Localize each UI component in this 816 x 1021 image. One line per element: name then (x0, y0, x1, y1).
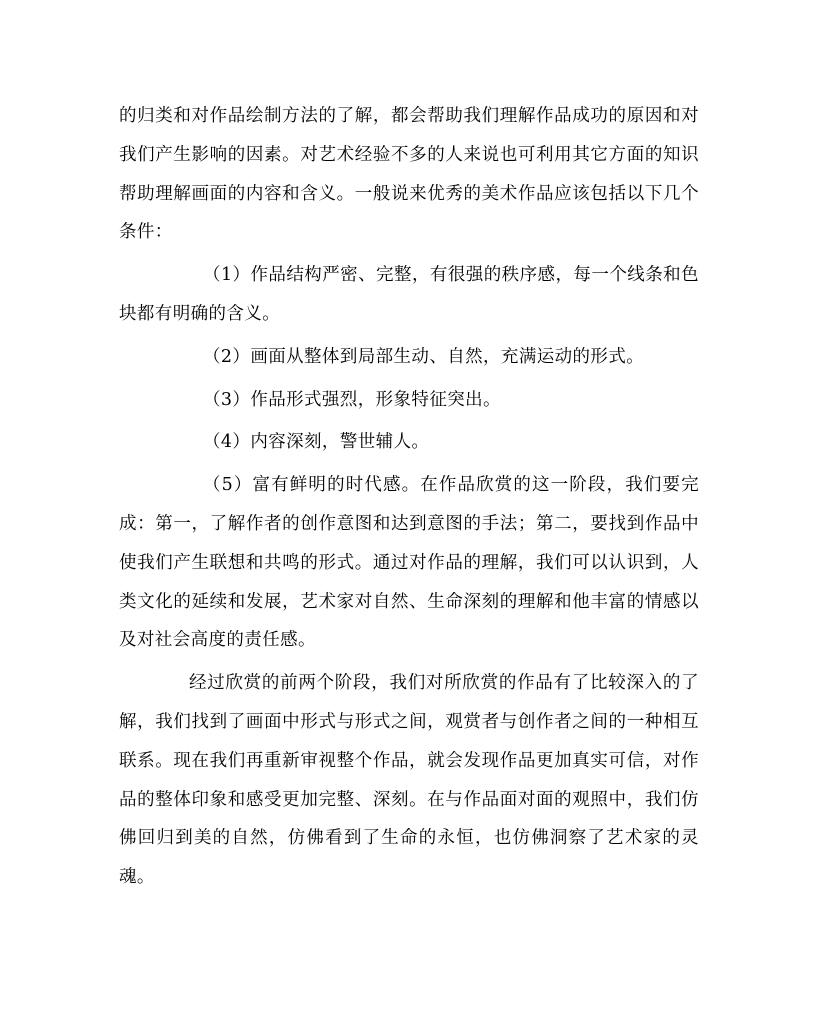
list-item-1: （1）作品结构严密、完整，有很强的秩序感，每一个线条和色块都有明确的含义。 (119, 265, 699, 324)
paragraph-intro: 的归类和对作品绘制方法的了解，都会帮助我们理解作品成功的原因和对我们产生影响的因素。对艺术经验不多的人来说也可利用其它方面的知识帮助理解画面的内容和含义。一般说来优秀的美术作品应该包括以下几个条件： (119, 106, 699, 243)
list-item-3: （3）作品形式强烈，形象特征突出。 (203, 389, 501, 410)
paragraph-conclusion: 经过欣赏的前两个阶段，我们对所欣赏的作品有了比较深入的了解，我们找到了画面中形式与形式之间，观赏者与创作者之间的一种相互联系。现在我们再重新审视整个作品，就会发现作品更加真实可信，对作品的整体印象和感受更加完整、深刻。在与作品面对面的观照中，我们仿佛回归到美的自然，仿佛看到了生命的永恒，也仿佛洞察了艺术家的灵魂。 (119, 673, 699, 888)
document-body (119, 97, 699, 897)
list-item-5: （5）富有鲜明的时代感。在作品欣赏的这一阶段，我们要完成：第一，了解作者的创作意图和达到意图的手法；第二，要找到作品中使我们产生联想和共鸣的形式。通过对作品的理解，我们可以认识到，人类文化的延续和发展，艺术家对自然、生命深刻的理解和他丰富的情感以及对社会高度的责任感。 (119, 475, 699, 651)
list-item-2: （2）画面从整体到局部生动、自然，充满运动的形式。 (203, 346, 645, 367)
list-item-4: （4）内容深刻，警世辅人。 (203, 432, 430, 453)
